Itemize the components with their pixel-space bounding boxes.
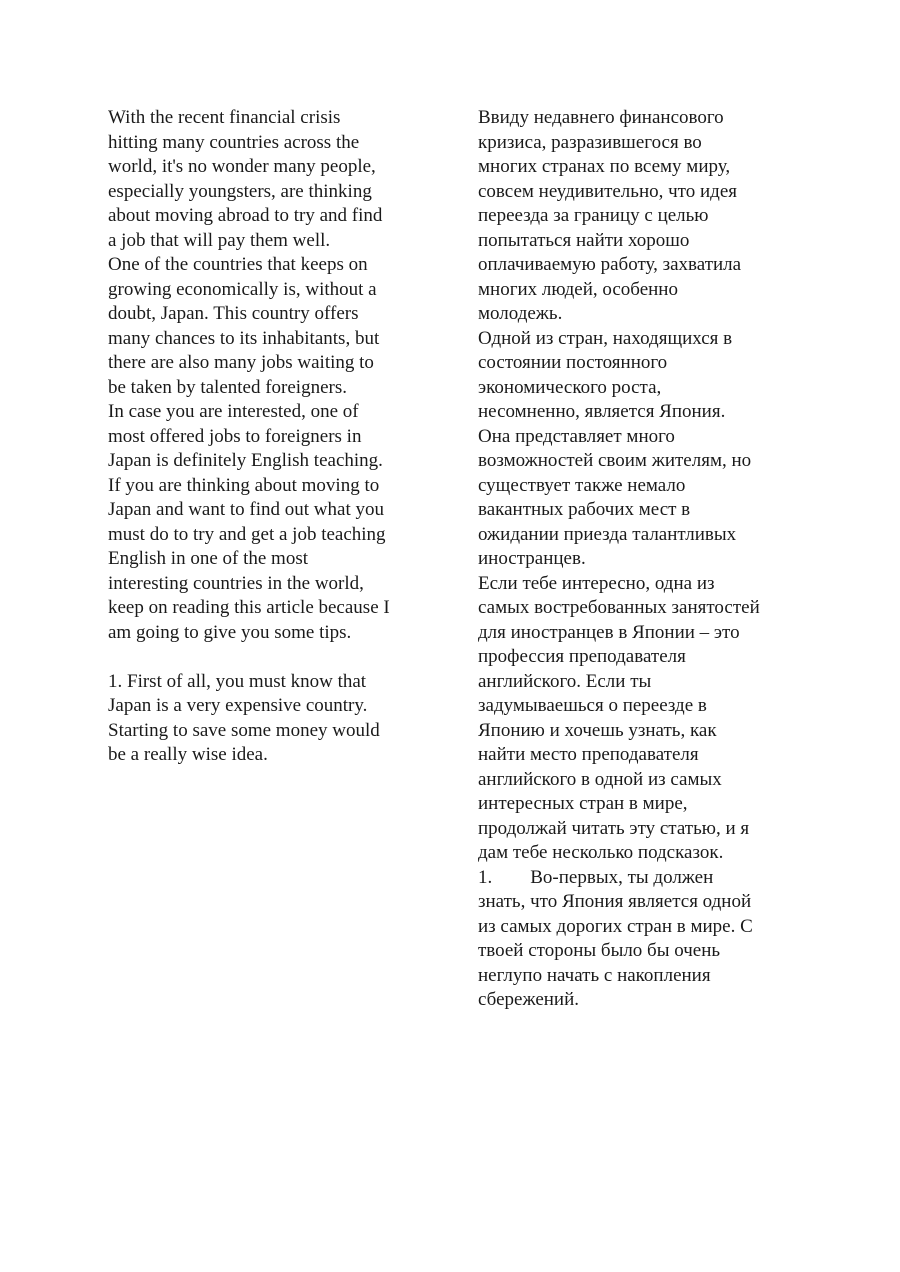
text-line: продолжай читать эту статью, и я [478, 817, 750, 839]
text-line: doubt, Japan. This country offers [108, 303, 359, 324]
text-line: Японию и хочешь узнать, как [478, 719, 717, 741]
text-line: growing economically is, without a [108, 278, 377, 300]
text-line: Одной из стран, находящихся в [478, 327, 733, 349]
text-line: дам тебе несколько подсказок. [478, 842, 724, 863]
text-line: вакантных рабочих мест в [478, 499, 691, 520]
text-line: неглупо начать с накопления [478, 964, 711, 986]
text-line: there are also many jobs waiting to [108, 352, 374, 373]
text-line [108, 645, 458, 670]
text-line: Japan is a very expensive country. [108, 695, 368, 716]
text-line: world, it's no wonder many people, [108, 156, 376, 177]
text-line: задумываешься о переезде в [478, 695, 707, 716]
text-line: кризиса, разразившегося во [478, 131, 702, 153]
text-line: Japan and want to find out what you [108, 499, 384, 520]
text-line: If you are thinking about moving to [108, 474, 380, 496]
text-line: профессия преподавателя [478, 646, 686, 667]
text-line: переезда за границу с целью [478, 205, 709, 226]
text-line: интересных стран в мире, [478, 793, 688, 814]
russian-text-column [478, 106, 828, 1013]
text-line: Она представляет много [478, 425, 675, 447]
text-line: be taken by talented foreigners. [108, 376, 347, 398]
text-line: One of the countries that keeps on [108, 254, 368, 275]
text-line: из самых дорогих стран в мире. С [478, 915, 753, 937]
text-line: многих странах по всему миру, [478, 156, 731, 177]
text-line: экономического роста, [478, 376, 662, 398]
text-line: English in one of the most [108, 548, 309, 569]
text-line: попытаться найти хорошо [478, 229, 690, 251]
text-line: существует также немало [478, 474, 686, 496]
text-line: несомненно, является Япония. [478, 401, 726, 422]
text-line: hitting many countries across the [108, 131, 360, 153]
text-line: Ввиду недавнего финансового [478, 107, 724, 128]
text-line: most offered jobs to foreigners in [108, 425, 362, 447]
text-line: Starting to save some money would [108, 719, 380, 741]
text-line: твоей стороны было бы очень [478, 940, 721, 961]
text-line: для иностранцев в Японии – это [478, 621, 740, 643]
english-text-column [108, 106, 458, 768]
text-line: состоянии постоянного [478, 352, 668, 373]
text-line: Japan is definitely English teaching. [108, 450, 383, 471]
text-line: especially youngsters, are thinking [108, 180, 372, 202]
text-line: иностранцев. [478, 548, 586, 569]
text-line: In case you are interested, one of [108, 401, 359, 422]
text-line: возможностей своим жителям, но [478, 450, 752, 471]
text-line: оплачиваемую работу, захватила [478, 254, 742, 275]
text-line: ожидании приезда талантливых [478, 523, 737, 545]
text-line: 1. First of all, you must know that [108, 670, 367, 692]
text-line: interesting countries in the world, [108, 572, 364, 594]
text-line: many chances to its inhabitants, but [108, 327, 380, 349]
text-line: найти место преподавателя [478, 744, 699, 765]
text-line: знать, что Япония является одной [478, 891, 752, 912]
text-line: With the recent financial crisis [108, 107, 341, 128]
text-line: be a really wise idea. [108, 744, 268, 765]
text-line: самых востребованных занятостей [478, 597, 760, 618]
text-line: совсем неудивительно, что идея [478, 180, 737, 202]
text-line: a job that will pay them well. [108, 229, 331, 251]
text-line: молодежь. [478, 303, 563, 324]
text-line: Если тебе интересно, одна из [478, 572, 715, 594]
text-line: многих людей, особенно [478, 278, 678, 300]
text-line: must do to try and get a job teaching [108, 523, 386, 545]
text-line: 1. Во-первых, ты должен [478, 866, 714, 888]
text-line: am going to give you some tips. [108, 621, 352, 643]
text-line: сбережений. [478, 989, 580, 1010]
text-line: about moving abroad to try and find [108, 205, 383, 226]
text-line: keep on reading this article because I [108, 597, 390, 618]
text-line: английского в одной из самых [478, 768, 722, 790]
text-line: английского. Если ты [478, 670, 652, 692]
